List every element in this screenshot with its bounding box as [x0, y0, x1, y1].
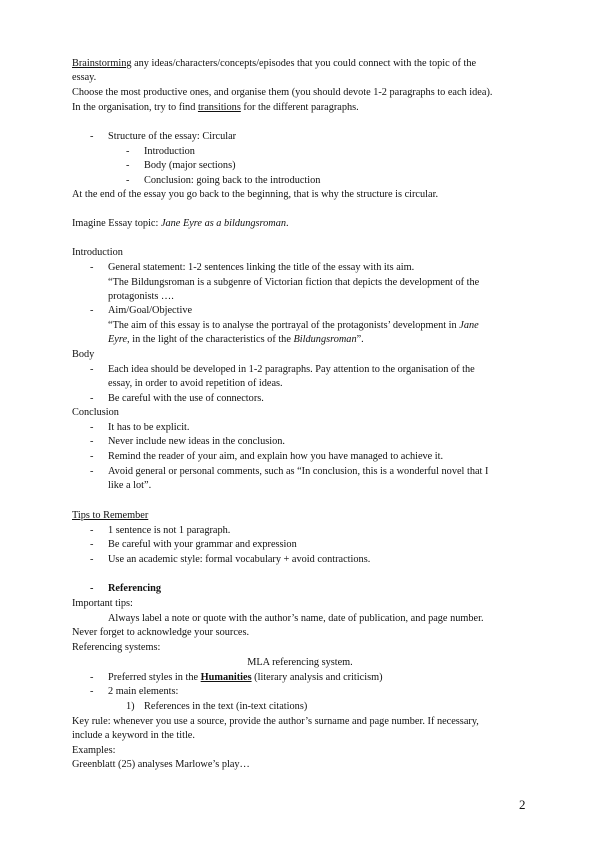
bullet: -	[90, 451, 94, 462]
intro-aim: Aim/Goal/Objective	[108, 305, 193, 316]
referencing-heading: Referencing	[108, 583, 161, 594]
body-item-1b: essay, in order to avoid repetition of ideas.	[108, 378, 283, 389]
bullet: -	[90, 131, 94, 142]
essay-topic: Imagine Essay topic: Jane Eyre as a bildungsroman.	[72, 218, 289, 229]
conclusion-item: like a lot”.	[108, 480, 152, 491]
conclusion-heading: Conclusion	[72, 407, 119, 418]
tip-item: 1 sentence is not 1 paragraph.	[108, 525, 231, 536]
conclusion-item: Remind the reader of your aim, and explain how you have managed to achieve it.	[108, 451, 444, 462]
example-1: Greenblatt (25) analyses Marlowe’s play…	[72, 759, 250, 770]
bullet: -	[90, 539, 94, 550]
bullet: -	[90, 364, 94, 375]
bullet: -	[126, 175, 130, 186]
referencing-systems-label: Referencing systems:	[72, 642, 161, 653]
bullet: -	[90, 525, 94, 536]
structure-note: At the end of the essay you go back to the beginning, that is why the structure is circular.	[72, 189, 439, 200]
examples-label: Examples:	[72, 745, 116, 756]
brainstorming-term: Brainstorming	[72, 58, 132, 69]
mla-title: MLA referencing system.	[247, 657, 353, 668]
body-item-1a: Each idea should be developed in 1-2 paragraphs. Pay attention to the organisation of the	[108, 364, 475, 375]
numbered-item: References in the text (in-text citations)	[144, 701, 308, 712]
bullet: -	[90, 262, 94, 273]
numbered-label: 1)	[126, 701, 135, 712]
body-item-2: Be careful with the use of connectors.	[108, 393, 264, 404]
bullet: -	[90, 583, 94, 594]
tips-heading: Tips to Remember	[72, 510, 149, 521]
choose-line: Choose the most productive ones, and organise them (you should devote 1-2 paragraphs to each idea).	[72, 87, 493, 98]
brainstorm-line: Brainstorming any ideas/characters/concepts/episodes that you could connect with the topic of the	[72, 58, 477, 69]
structure-bullet: Structure of the essay: Circular	[108, 131, 237, 142]
intro-quote-1b: protagonists ….	[108, 291, 174, 302]
referencing-tip-2: Never forget to acknowledge your sources.	[72, 627, 250, 638]
transitions-term: transitions	[197, 102, 241, 113]
conclusion-item: Avoid general or personal comments, such as “In conclusion, this is a wonderful novel that I	[108, 466, 489, 477]
tip-item: Be careful with your grammar and expression	[108, 539, 297, 550]
bullet: -	[90, 554, 94, 565]
structure-item: Body (major sections)	[144, 160, 236, 171]
tip-item: Use an academic style: formal vocabulary + avoid contractions.	[108, 554, 371, 565]
intro-general: General statement: 1-2 sentences linking the title of the essay with its aim.	[108, 262, 415, 273]
bullet: -	[126, 146, 130, 157]
bullet: -	[126, 160, 130, 171]
bullet: -	[90, 436, 94, 447]
humanities-term: Humanities	[200, 672, 252, 683]
intro-quote-2b: Eyre, in the light of the characteristics of the Bildungsroman”.	[108, 334, 364, 345]
bullet: -	[90, 422, 94, 433]
referencing-tip-1: Always label a note or quote with the author’s name, date of publication, and page number.	[108, 613, 484, 624]
body-heading: Body	[72, 349, 95, 360]
bullet: -	[90, 686, 94, 697]
conclusion-item: It has to be explicit.	[108, 422, 190, 433]
structure-item: Conclusion: going back to the introduction	[144, 175, 321, 186]
main-elements: 2 main elements:	[108, 686, 179, 697]
brainstorm-line-2: essay.	[72, 72, 97, 83]
intro-quote-2a: “The aim of this essay is to analyse the portrayal of the protagonists’ development in Jane	[108, 320, 479, 331]
conclusion-item: Never include new ideas in the conclusion.	[108, 436, 285, 447]
structure-item: Introduction	[144, 146, 195, 157]
key-rule-1: Key rule: whenever you use a source, provide the author’s surname and page number. If necessary,	[72, 716, 479, 727]
bullet: -	[90, 466, 94, 477]
bullet: -	[90, 672, 94, 683]
bullet: -	[90, 305, 94, 316]
key-rule-2: include a keyword in the title.	[72, 730, 195, 741]
introduction-heading: Introduction	[72, 247, 123, 258]
intro-quote-1a: “The Bildungsroman is a subgenre of Victorian fiction that depicts the development of the	[108, 277, 480, 288]
preferred-styles: Preferred styles in the Humanities (literary analysis and criticism)	[108, 672, 383, 683]
organisation-line: In the organisation, try to find transitions for the different paragraphs.	[72, 102, 359, 113]
page-number: 2	[519, 797, 526, 812]
bullet: -	[90, 393, 94, 404]
important-tips-label: Important tips:	[72, 598, 133, 609]
